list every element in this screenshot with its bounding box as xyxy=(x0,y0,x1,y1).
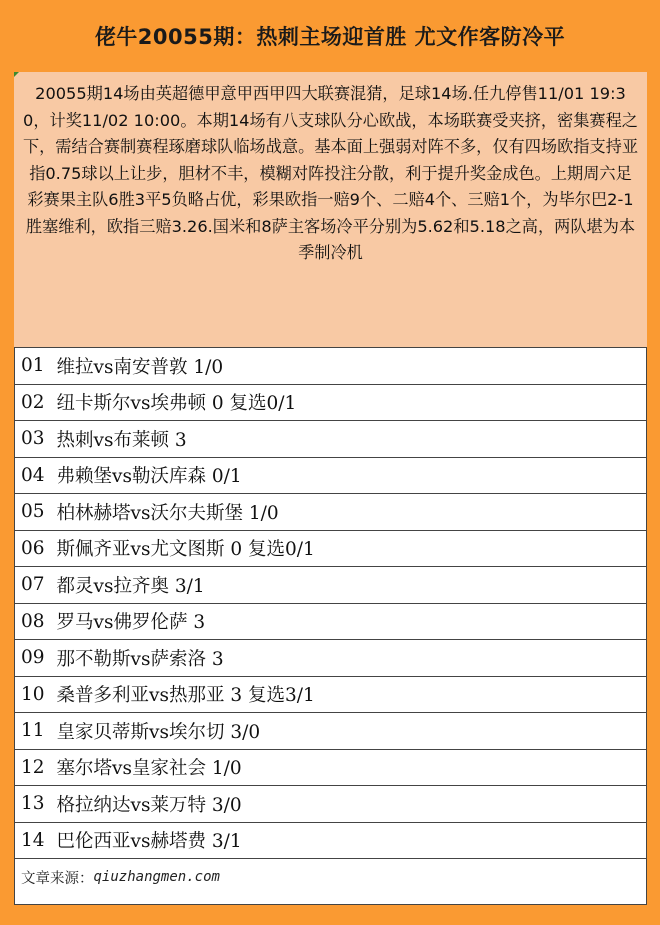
table-row xyxy=(15,786,646,823)
match-prediction: 罗马vs佛罗伦萨 3 xyxy=(56,612,206,634)
match-number: 05 xyxy=(21,501,45,523)
source-label: 文章来源： xyxy=(21,870,94,887)
table-row xyxy=(15,531,646,568)
match-number: 11 xyxy=(21,720,45,742)
match-number: 04 xyxy=(21,464,45,486)
match-number: 01 xyxy=(21,355,45,377)
match-prediction: 桑普多利亚vs热那亚 3 复选3/1 xyxy=(56,685,315,707)
match-number: 08 xyxy=(21,610,45,632)
match-number: 02 xyxy=(21,391,45,413)
match-prediction: 热刺vs布莱顿 3 xyxy=(56,429,187,451)
intro-paragraph-box xyxy=(14,72,647,347)
table-row xyxy=(15,750,646,787)
table-row xyxy=(15,823,646,860)
table-row xyxy=(15,494,646,531)
match-prediction: 塞尔塔vs皇家社会 1/0 xyxy=(56,758,242,780)
match-number: 03 xyxy=(21,428,45,450)
table-row xyxy=(15,604,646,641)
match-rows xyxy=(15,348,646,859)
table-row xyxy=(15,385,646,422)
match-prediction: 都灵vs拉齐奥 3/1 xyxy=(56,575,205,597)
match-prediction: 皇家贝蒂斯vs埃尔切 3/0 xyxy=(56,721,261,743)
match-number: 12 xyxy=(21,756,45,778)
match-prediction: 那不勒斯vs萨索洛 3 xyxy=(56,648,224,670)
match-prediction: 巴伦西亚vs赫塔费 3/1 xyxy=(56,831,242,853)
match-number: 14 xyxy=(21,829,45,851)
table-row xyxy=(15,421,646,458)
table-row xyxy=(15,567,646,604)
match-number: 07 xyxy=(21,574,45,596)
match-prediction: 弗赖堡vs勒沃库森 0/1 xyxy=(56,466,242,488)
corner-marker-icon xyxy=(14,72,19,77)
source-line xyxy=(15,859,646,895)
match-prediction: 维拉vs南安普敦 1/0 xyxy=(56,356,224,378)
match-number: 13 xyxy=(21,793,45,815)
match-number: 09 xyxy=(21,647,45,669)
match-prediction: 柏林赫塔vs沃尔夫斯堡 1/0 xyxy=(56,502,279,524)
table-row xyxy=(15,348,646,385)
table-row xyxy=(15,677,646,714)
prediction-table xyxy=(14,347,647,905)
table-row xyxy=(15,458,646,495)
match-prediction: 斯佩齐亚vs尤文图斯 0 复选0/1 xyxy=(56,539,315,561)
match-prediction: 格拉纳达vs莱万特 3/0 xyxy=(56,794,242,816)
intro-paragraph: 20055期14场由英超德甲意甲西甲四大联赛混猜，足球14场.任九停售11/01 19:30，计奖11/02 10:00。本期14场有八支球队分心欧战，本场联赛受夹挤，密集赛程之下，需结合赛制赛程琢磨球队临场战意。基本面上强弱对阵不多，仅有四场欧指支持亚指0.75球以上让步，胆材不丰，模糊对阵投注分散，利于提升奖金成色。上期周六足彩赛果主队6胜3平5负略占优，彩果欧指一赔9个、二赔4个、三赔1个，为毕尔巴2-1胜塞维利，欧指三赔3.26.国米和8萨主客场冷平分别为5.62和5.18之高，两队堪为本季制冷机 xyxy=(22,84,639,262)
match-prediction: 纽卡斯尔vs埃弗顿 0 复选0/1 xyxy=(56,393,297,415)
table-row xyxy=(15,713,646,750)
article-title: 佬牛20055期：热刺主场迎首胜 尤文作客防冷平 xyxy=(94,25,566,49)
match-number: 06 xyxy=(21,537,45,559)
source-url: qiuzhangmen.com xyxy=(93,869,220,885)
match-number: 10 xyxy=(21,683,45,705)
table-row xyxy=(15,640,646,677)
